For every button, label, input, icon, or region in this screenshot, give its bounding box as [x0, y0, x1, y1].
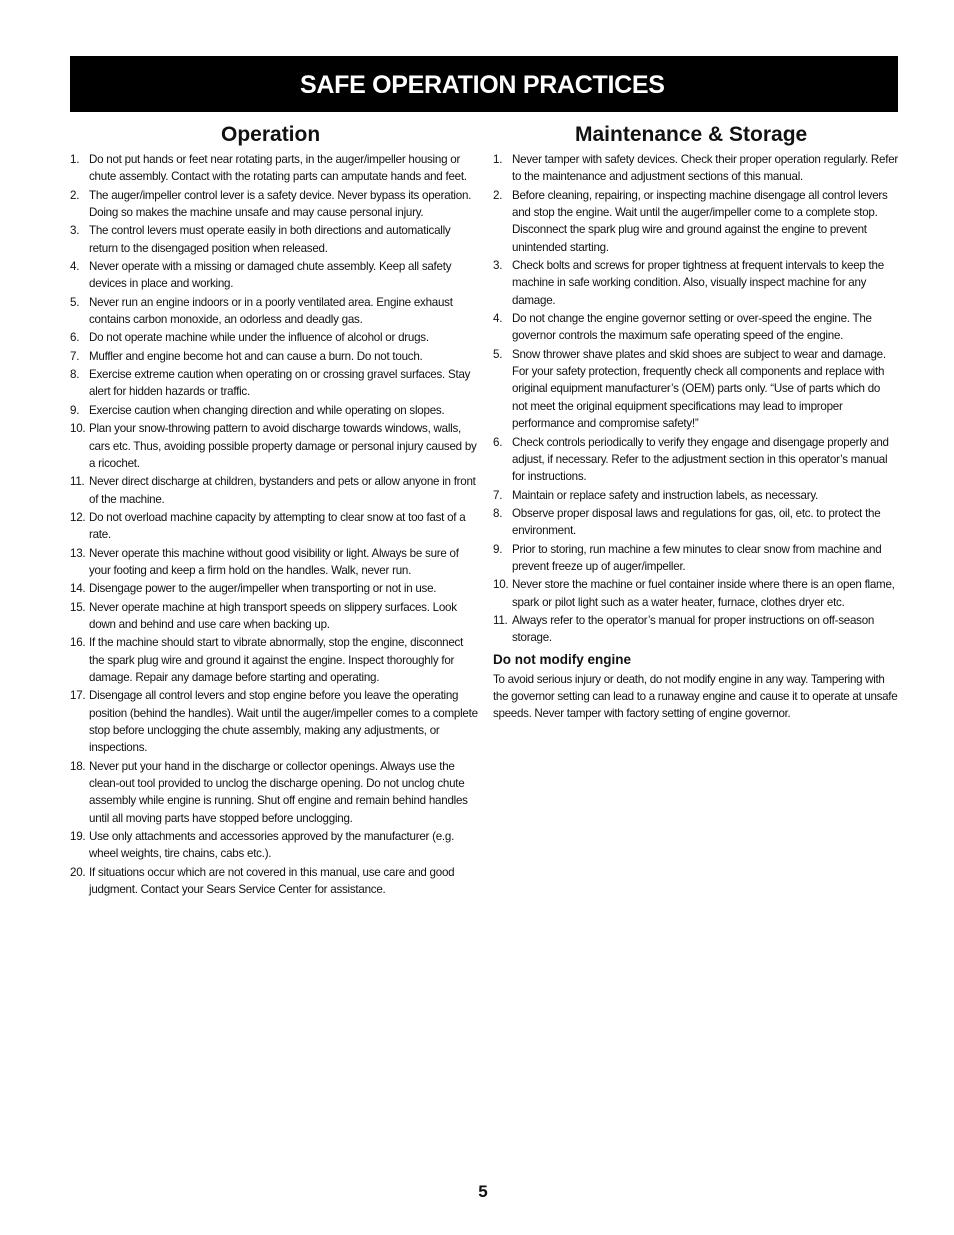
- item-text: Check controls periodically to verify they engage and disengage properly and adjust, if necessary. Refer to the adjustment section in this operator’s manual for instructions.: [512, 435, 889, 484]
- item-number: 12.: [70, 510, 86, 524]
- item-number: 10.: [70, 422, 86, 436]
- item-text: Do not overload machine capacity by attempting to clear snow at too fast of a rate.: [89, 510, 466, 542]
- item-text: Use only attachments and accessories approved by the manufacturer (e.g. wheel weights, tire chains, cabs etc.).: [89, 830, 455, 861]
- operation-list: [66, 151, 478, 898]
- item-number: 4.: [493, 312, 503, 326]
- item-text: If the machine should start to vibrate abnormally, stop the engine, disconnect the spark plug wire and ground it against the engine. Inspect thoroughly for damage. Repair any damage before starting and operating.: [89, 636, 464, 684]
- list-item: [490, 346, 898, 433]
- list-item: [66, 348, 478, 365]
- item-number: 5.: [70, 295, 80, 309]
- item-number: 11.: [70, 475, 85, 489]
- list-item: [490, 576, 898, 611]
- item-text: Before cleaning, repairing, or inspecting machine disengage all control levers and stop the engine. Wait until the auger/impeller come to a complete stop. Disconnect the spark plug wire and ground against the engine to prevent unintended starting.: [512, 188, 888, 254]
- modify-engine-heading: Do not modify engine: [493, 651, 631, 667]
- section-header-bar: [70, 56, 898, 112]
- item-number: 3.: [493, 259, 503, 273]
- item-number: 17.: [70, 689, 86, 703]
- list-item: [66, 473, 478, 508]
- list-item: [66, 687, 478, 756]
- maintenance-list: [490, 151, 898, 647]
- operation-column: [66, 122, 478, 899]
- item-number: 16.: [70, 636, 86, 650]
- item-text: Observe proper disposal laws and regulations for gas, oil, etc. to protect the environment.: [512, 506, 881, 538]
- list-item: [490, 487, 898, 504]
- list-item: [66, 402, 478, 419]
- item-text: Never operate this machine without good visibility or light. Always be sure of your footing and keep a firm hold on the handles. Walk, never run.: [89, 546, 459, 577]
- operation-heading: Operation: [221, 123, 321, 146]
- maintenance-heading: Maintenance & Storage: [575, 123, 808, 146]
- item-text: Check bolts and screws for proper tightness at frequent intervals to keep the machine in safe working condition. Also, visually inspect machine for any damage.: [512, 259, 884, 307]
- list-item: [66, 864, 478, 899]
- item-text: Muffler and engine become hot and can cause a burn. Do not touch.: [89, 349, 423, 363]
- modify-engine-text: To avoid serious injury or death, do not modify engine in any way. Tampering with the governor setting can lead to a runaway engine and cause it to operate at unsafe speeds. Never tamper with factory setting of engine governor.: [493, 672, 898, 721]
- item-number: 6.: [493, 435, 503, 449]
- item-number: 9.: [493, 542, 503, 556]
- item-number: 20.: [70, 865, 86, 879]
- item-number: 5.: [493, 347, 503, 361]
- item-number: 18.: [70, 759, 86, 773]
- list-item: [490, 151, 898, 186]
- list-item: [66, 509, 478, 544]
- list-item: [66, 258, 478, 293]
- list-item: [66, 828, 478, 863]
- item-number: 1.: [493, 153, 503, 166]
- item-number: 13.: [70, 546, 86, 560]
- item-text: Never tamper with safety devices. Check their proper operation regularly. Refer to the maintenance and adjustment sections of this manual.: [512, 153, 898, 184]
- item-number: 11.: [493, 613, 508, 627]
- item-number: 9.: [70, 403, 80, 417]
- list-item: [66, 294, 478, 329]
- item-text: Exercise extreme caution when operating on or crossing gravel surfaces. Stay alert for hidden hazards or traffic.: [89, 368, 471, 399]
- item-number: 4.: [70, 260, 80, 274]
- item-text: Never operate with a missing or damaged chute assembly. Keep all safety devices in place and working.: [89, 260, 452, 291]
- item-text: Never direct discharge at children, bystanders and pets or allow anyone in front of the machine.: [89, 475, 476, 506]
- list-item: [490, 187, 898, 256]
- item-text: Do not put hands or feet near rotating parts, in the auger/impeller housing or chute assembly. Contact with the rotating parts can amputate hands and feet.: [89, 153, 467, 184]
- item-number: 14.: [70, 582, 86, 596]
- item-number: 19.: [70, 830, 86, 844]
- list-item: [66, 634, 478, 686]
- item-number: 8.: [493, 506, 503, 520]
- list-item: [66, 329, 478, 346]
- list-item: [66, 758, 478, 827]
- item-text: If situations occur which are not covered in this manual, use care and good judgment. Contact your Sears Service Center for assistance.: [89, 865, 455, 897]
- item-text: Never store the machine or fuel container inside where there is an open flame, spark or pilot light such as a water heater, furnace, clothes dryer etc.: [512, 578, 895, 609]
- list-item: [490, 505, 898, 540]
- item-number: 2.: [70, 188, 80, 202]
- list-item: [66, 366, 478, 401]
- item-number: 6.: [70, 331, 80, 345]
- list-item: [490, 612, 898, 647]
- list-item: [490, 541, 898, 576]
- item-text: The control levers must operate easily in both directions and automatically return to the disengaged position when released.: [89, 224, 451, 255]
- page-number: 5: [478, 1182, 488, 1201]
- item-text: Never run an engine indoors or in a poorly ventilated area. Engine exhaust contains carbon monoxide, an odorless and deadly gas.: [89, 295, 453, 327]
- item-number: 10.: [493, 578, 509, 592]
- item-number: 8.: [70, 368, 80, 382]
- list-item: [490, 434, 898, 486]
- item-number: 1.: [70, 153, 80, 166]
- list-item: [66, 151, 478, 186]
- list-item: [66, 545, 478, 580]
- list-item: [490, 310, 898, 345]
- item-text: Do not change the engine governor setting or over-speed the engine. The governor controls the maximum safe operating speed of the engine.: [512, 312, 872, 343]
- maintenance-column: [490, 122, 898, 723]
- item-text: Snow thrower shave plates and skid shoes are subject to wear and damage. For your safety protection, frequently check all components and replace with original equipment manufacturer’s (OEM) parts only. “Use of parts which do not meet the original equipment specifications may lead to improper performance and compromise safety!”: [512, 347, 886, 431]
- item-text: Prior to storing, run machine a few minutes to clear snow from machine and prevent freeze up of auger/impeller.: [512, 542, 882, 573]
- item-text: Exercise caution when changing direction and while operating on slopes.: [89, 403, 445, 417]
- item-text: Disengage all control levers and stop engine before you leave the operating position (behind the handles). Wait until the auger/impeller comes to a complete stop before unclogging the chute assembly, making any adjustments, or inspections.: [89, 689, 478, 755]
- page-title: SAFE OPERATION PRACTICES: [300, 71, 665, 99]
- list-item: [66, 222, 478, 257]
- item-number: 15.: [70, 600, 86, 614]
- item-number: 7.: [493, 488, 503, 502]
- item-text: Disengage power to the auger/impeller when transporting or not in use.: [89, 582, 437, 596]
- item-text: Always refer to the operator’s manual for proper instructions on off-season storage.: [512, 613, 875, 645]
- item-text: Never operate machine at high transport speeds on slippery surfaces. Look down and behind and use care when backing up.: [89, 600, 457, 631]
- item-number: 7.: [70, 349, 80, 363]
- item-number: 2.: [493, 188, 503, 202]
- item-text: Never put your hand in the discharge or collector openings. Always use the clean-out tool provided to unclog the discharge opening. Do not unclog chute assembly while engine is running. Shut off engine and remain behind handles until all moving parts have stopped before unclogging.: [89, 759, 468, 825]
- item-text: Maintain or replace safety and instruction labels, as necessary.: [512, 488, 818, 502]
- item-text: Do not operate machine while under the influence of alcohol or drugs.: [89, 331, 429, 345]
- item-text: The auger/impeller control lever is a safety device. Never bypass its operation. Doing so makes the machine unsafe and may cause personal injury.: [89, 188, 472, 220]
- list-item: [66, 580, 478, 597]
- item-number: 3.: [70, 224, 80, 238]
- item-text: Plan your snow-throwing pattern to avoid discharge towards windows, walls, cars etc. Thus, avoiding possible property damage or personal injury caused by a ricochet.: [89, 422, 477, 470]
- list-item: [490, 257, 898, 309]
- list-item: [66, 420, 478, 472]
- list-item: [66, 187, 478, 222]
- list-item: [66, 599, 478, 634]
